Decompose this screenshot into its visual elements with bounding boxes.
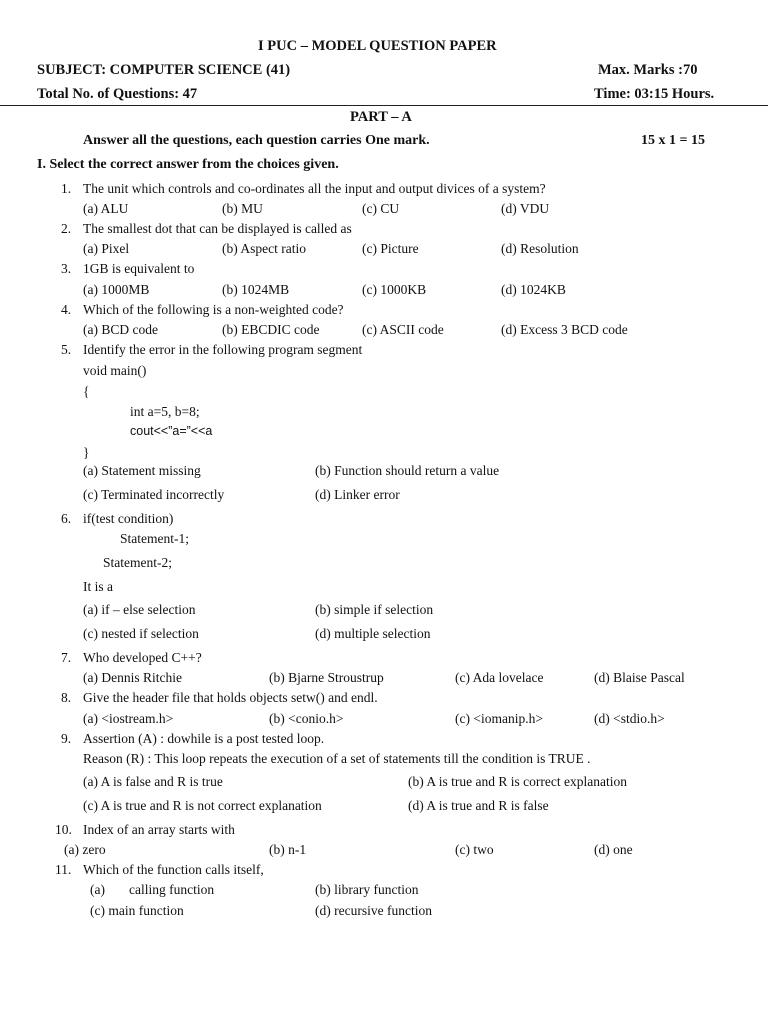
q1-option-b: (b) MU: [222, 201, 263, 216]
q11-option-b: (b) library function: [315, 882, 419, 897]
section-heading: I. Select the correct answer from the choices given.: [37, 157, 339, 172]
q5-code-line-4: cout<<”a=”<<a: [130, 424, 213, 438]
q2-option-b: (b) Aspect ratio: [222, 241, 306, 256]
question-9-text: Assertion (A) : dowhile is a post tested loop.: [83, 731, 325, 746]
q9-reason: Reason (R) : This loop repeats the execution of a set of statements till the condition is TRUE .: [83, 751, 591, 766]
total-questions: Total No. of Questions: 47: [37, 86, 198, 102]
q5-code-line-3: int a=5, b=8;: [130, 404, 200, 419]
q3-option-c: (c) 1000KB: [362, 282, 427, 297]
q11-option-a-text: calling function: [129, 882, 215, 897]
question-6-number: 6.: [61, 511, 72, 526]
q5-option-d: (d) Linker error: [315, 487, 400, 502]
q8-option-c: (c) <iomanip.h>: [455, 711, 543, 726]
q11-option-c: (c) main function: [90, 903, 184, 918]
q9-option-b: (b) A is true and R is correct explanation: [408, 774, 627, 789]
q1-option-a: (a) ALU: [83, 201, 129, 216]
time-allowed: Time: 03:15 Hours.: [594, 86, 715, 102]
question-8-number: 8.: [61, 690, 72, 705]
part-title: PART – A: [350, 109, 412, 125]
question-3-number: 3.: [61, 261, 72, 276]
q7-option-a: (a) Dennis Ritchie: [83, 670, 182, 685]
q4-option-a: (a) BCD code: [83, 322, 158, 337]
question-8-text: Give the header file that holds objects setw() and endl.: [83, 690, 378, 705]
question-4-number: 4.: [61, 302, 72, 317]
max-marks: Max. Marks :70: [598, 62, 698, 78]
q6-option-a: (a) if – else selection: [83, 602, 196, 617]
header-divider: [0, 105, 768, 106]
q3-option-a: (a) 1000MB: [83, 282, 150, 297]
question-7-number: 7.: [61, 650, 72, 665]
part-marks: 15 x 1 = 15: [641, 133, 705, 148]
q6-option-c: (c) nested if selection: [83, 626, 199, 641]
q4-option-b: (b) EBCDIC code: [222, 322, 320, 337]
paper-title: I PUC – MODEL QUESTION PAPER: [258, 38, 497, 54]
q6-option-b: (b) simple if selection: [315, 602, 434, 617]
question-5-text: Identify the error in the following program segment: [83, 342, 363, 357]
q5-code-line-1: void main(): [83, 363, 147, 378]
question-7-text: Who developed C++?: [83, 650, 202, 665]
q3-option-b: (b) 1024MB: [222, 282, 290, 297]
q2-option-a: (a) Pixel: [83, 241, 130, 256]
question-3-text: 1GB is equivalent to: [83, 261, 195, 276]
q11-option-d: (d) recursive function: [315, 903, 432, 918]
q5-code-line-5: }: [83, 445, 90, 460]
q10-option-b: (b) n-1: [269, 842, 307, 857]
q5-option-c: (c) Terminated incorrectly: [83, 487, 225, 502]
subject-line: SUBJECT: COMPUTER SCIENCE (41): [37, 62, 291, 78]
question-10-number: 10.: [55, 822, 72, 837]
q5-option-b: (b) Function should return a value: [315, 463, 500, 478]
question-1-number: 1.: [61, 181, 72, 196]
q6-statement-1: Statement-1;: [120, 531, 189, 546]
q11-option-a-label: (a): [90, 882, 105, 897]
q7-option-c: (c) Ada lovelace: [455, 670, 544, 685]
part-instruction: Answer all the questions, each question carries One mark.: [83, 133, 430, 148]
question-5-number: 5.: [61, 342, 72, 357]
q6-option-d: (d) multiple selection: [315, 626, 431, 641]
q8-option-b: (b) <conio.h>: [269, 711, 344, 726]
q8-option-a: (a) <iostream.h>: [83, 711, 174, 726]
q6-statement-2: Statement-2;: [103, 555, 172, 570]
q10-option-d: (d) one: [594, 842, 633, 857]
q6-it-is-a: It is a: [83, 579, 113, 594]
q4-option-d: (d) Excess 3 BCD code: [501, 322, 628, 337]
question-6-text: if(test condition): [83, 511, 174, 526]
q7-option-d: (d) Blaise Pascal: [594, 670, 685, 685]
q9-option-c: (c) A is true and R is not correct explanation: [83, 798, 322, 813]
q4-option-c: (c) ASCII code: [362, 322, 444, 337]
question-2-number: 2.: [61, 221, 72, 236]
question-11-number: 11.: [55, 862, 72, 877]
q9-option-a: (a) A is false and R is true: [83, 774, 223, 789]
q10-option-c: (c) two: [455, 842, 494, 857]
question-11-text: Which of the function calls itself,: [83, 862, 264, 877]
question-2-text: The smallest dot that can be displayed is called as: [83, 221, 352, 236]
question-4-text: Which of the following is a non-weighted code?: [83, 302, 344, 317]
q8-option-d: (d) <stdio.h>: [594, 711, 665, 726]
q1-option-d: (d) VDU: [501, 201, 550, 216]
q10-option-a: (a) zero: [64, 842, 106, 857]
q1-option-c: (c) CU: [362, 201, 400, 216]
q7-option-b: (b) Bjarne Stroustrup: [269, 670, 384, 685]
q5-code-line-2: {: [83, 384, 90, 399]
q2-option-d: (d) Resolution: [501, 241, 579, 256]
q9-option-d: (d) A is true and R is false: [408, 798, 549, 813]
question-9-number: 9.: [61, 731, 72, 746]
q5-option-a: (a) Statement missing: [83, 463, 201, 478]
question-1-text: The unit which controls and co-ordinates all the input and output divices of a system?: [83, 181, 546, 196]
q3-option-d: (d) 1024KB: [501, 282, 566, 297]
q2-option-c: (c) Picture: [362, 241, 419, 256]
question-10-text: Index of an array starts with: [83, 822, 235, 837]
